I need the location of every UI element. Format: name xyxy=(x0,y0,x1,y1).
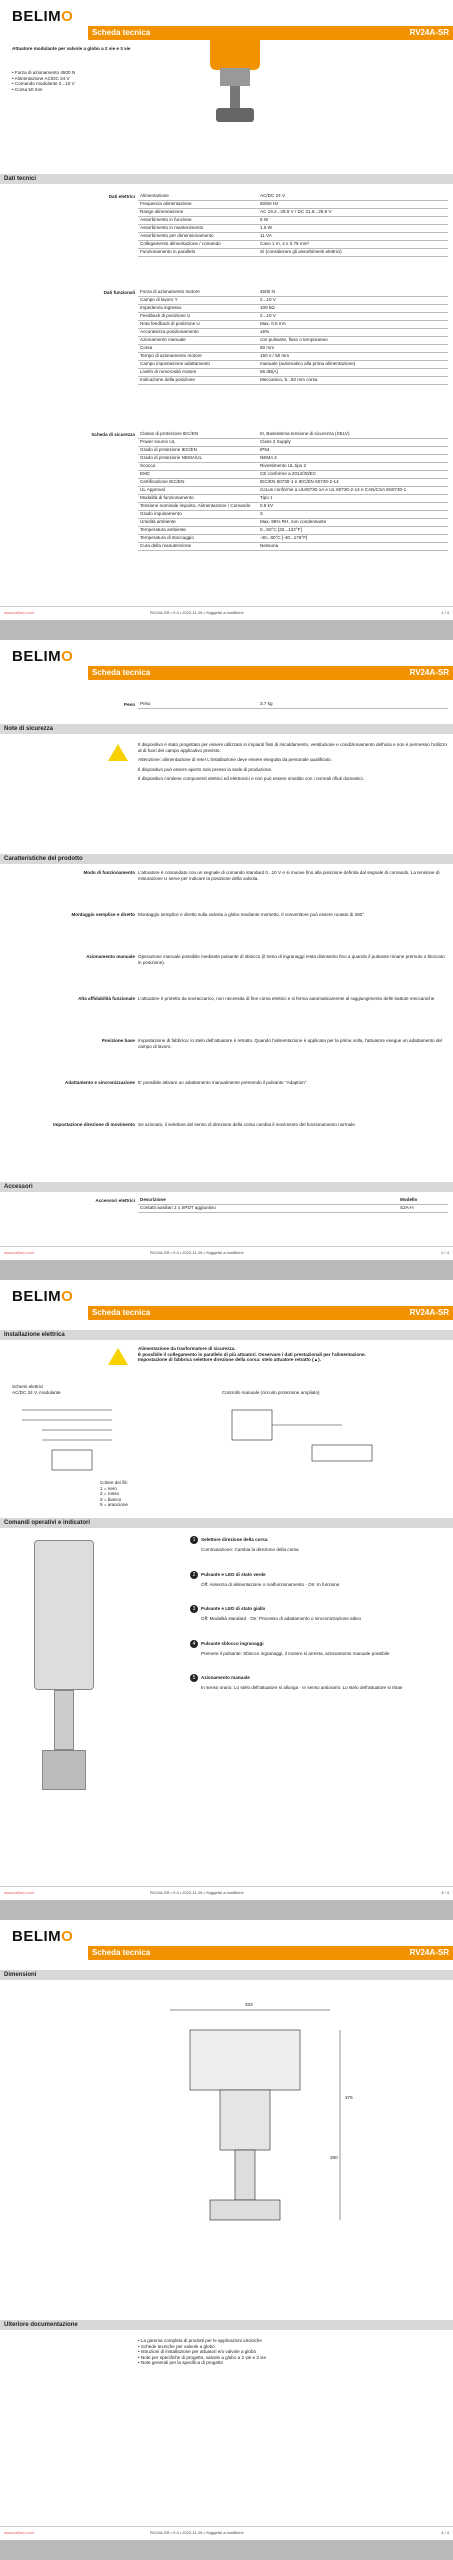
accessories-label: Accessori elettrici xyxy=(95,1198,135,1203)
wiring-diagram-left xyxy=(12,1400,132,1480)
row-key: Feedback di posizione U xyxy=(138,312,258,320)
row-key: UL Approval xyxy=(138,486,258,494)
row-value: manuale (automatico alla prima alimentazione) xyxy=(258,360,448,368)
feature-key: Azionamento manuale xyxy=(86,954,135,959)
table-row xyxy=(138,502,448,510)
row-value: AC 19.2...28.8 V / DC 21.6...28.8 V xyxy=(258,208,448,216)
page-footer xyxy=(0,1886,453,1896)
control-title: Pulsante e LED di stato verde xyxy=(201,1571,266,1577)
doc-item[interactable]: • Istruzioni di installazione per attuatori e/o valvole a globo xyxy=(138,2349,257,2355)
doc-title: Scheda tecnica xyxy=(92,28,151,37)
weight-value: 3.7 kg xyxy=(258,700,448,708)
scheme-title: Schemi elettrici xyxy=(12,1384,44,1389)
control-desc: Commutazione: Cambia la direzione della corsa xyxy=(201,1547,299,1552)
warning-text: Alimentazione da trasformatore di sicurezza. xyxy=(138,1346,236,1351)
dimension-side: 280 xyxy=(330,2155,338,2160)
control-item xyxy=(190,1674,445,1691)
row-value: 6 W xyxy=(258,216,448,224)
row-value: 4500 N xyxy=(258,288,448,296)
page-footer xyxy=(0,1246,453,1256)
footer-code: RV24A-SR • 9.4 • 2022-11-26 • Soggetto a modifiche xyxy=(150,1890,244,1895)
doc-title: Scheda tecnica xyxy=(92,1308,151,1317)
footer-link[interactable]: www.belimo.com xyxy=(4,1250,35,1255)
row-value: -40...80°C [-40...176°F] xyxy=(258,534,448,542)
doc-item[interactable]: • Note per specifiche di progetto, valvole a globo a 2 vie e 3 vie xyxy=(138,2354,267,2360)
row-value: Rivestimento UL tipo 2 xyxy=(258,462,448,470)
footer-link[interactable]: www.belimo.com xyxy=(4,2530,35,2535)
feature-value: L'attuatore è comandato con un segnale di comando standard 0...10 V e si muove fino alla posizione definita dal segnale di comando. La tensione di misurazione U serve per indicare la posizione della valvola. xyxy=(138,870,440,881)
table-row xyxy=(138,534,448,542)
row-value: 3 xyxy=(258,510,448,518)
row-value: cULus conforme a UL60730-1A e UL 60730-2-14 e CAN/CSA E60730-1 xyxy=(258,486,448,494)
table-row xyxy=(138,494,448,502)
install-warnings xyxy=(138,1346,448,1363)
row-key: Accuratezza posizionamento xyxy=(138,328,258,336)
doc-title: Scheda tecnica xyxy=(92,1948,151,1957)
section-dimensions: Dimensioni xyxy=(0,1970,453,1980)
table-row xyxy=(138,376,448,384)
feature-key: Modo di funzionamento xyxy=(83,870,135,875)
table-row xyxy=(138,518,448,526)
row-value: Meccanico, 5...50 mm corsa xyxy=(258,376,448,384)
control-number: 3 xyxy=(190,1605,198,1613)
table-row xyxy=(138,478,448,486)
row-key: Assorbimento per dimensionamento xyxy=(138,232,258,240)
page-number: 1 / 4 xyxy=(441,610,449,615)
row-value: NEMA 2 xyxy=(258,454,448,462)
accessories-table xyxy=(138,1196,448,1213)
row-key: Range alimentazione xyxy=(138,208,258,216)
control-number: 2 xyxy=(190,1571,198,1579)
row-value: 2...10 V xyxy=(258,296,448,304)
warning-text: È possibile il collegamento in parallelo di più attuatori. Osservare i dati prestazionali per l'alimentazione. xyxy=(138,1351,366,1357)
row-key: Funzionamento in parallelo xyxy=(138,248,258,256)
row-key: Certificazione IEC/EN xyxy=(138,478,258,486)
footer-code: RV24A-SR • 9.4 • 2022-11-26 • Soggetto a modifiche xyxy=(150,2530,244,2535)
row-value: CE conforme a 2014/30/EC xyxy=(258,470,448,478)
row-key: Temperatura di stoccaggio xyxy=(138,534,258,542)
table-row xyxy=(138,208,448,216)
doc-item[interactable]: • Note generali per la specifica di progetto xyxy=(138,2360,224,2366)
row-value: IP54 xyxy=(258,446,448,454)
note-item: Il dispositivo può essere aperto solo presso la sede di produzione. xyxy=(138,766,273,772)
table-row xyxy=(138,368,448,376)
control-title: Pulsante sblocco ingranaggi xyxy=(201,1640,264,1646)
scheme-right-title: Controllo manuale (circuito protezione ampliato) xyxy=(222,1390,320,1395)
section-accessories: Accessori xyxy=(0,1182,453,1192)
warning-icon xyxy=(108,744,128,761)
weight-label: Peso xyxy=(124,702,135,707)
brand-logo: BELIMO xyxy=(12,648,74,665)
section-technical-data: Dati tecnici xyxy=(0,174,453,184)
table-row xyxy=(138,526,448,534)
feature-value: Operazione manuale possibile mediante pulsante di sblocco (il treno di ingranaggi resta disinserito fino a quando il pulsante rimane premuto o bloccato in posizione). xyxy=(138,954,445,965)
table-row xyxy=(138,344,448,352)
feature-key: Posizione base xyxy=(101,1038,135,1043)
wire-item: 1 = nero xyxy=(100,1485,117,1491)
row-value: Sì (considerare gli assorbimenti elettrici) xyxy=(258,248,448,256)
table-row xyxy=(138,304,448,312)
table-row xyxy=(138,438,448,446)
table-row xyxy=(138,446,448,454)
brand-logo: BELIMO xyxy=(12,1928,74,1945)
actuator-image xyxy=(200,36,270,126)
note-item: Attenzione: alimentazione di rete! L'installazione deve essere eseguita da personale qualificato. xyxy=(138,757,332,763)
control-title: Azionamento manuale xyxy=(201,1675,250,1681)
row-key: Scocca xyxy=(138,462,258,470)
group-label: Scheda di sicurezza xyxy=(91,432,135,437)
doc-title: Scheda tecnica xyxy=(92,668,151,677)
wire-item: 5 = arancione xyxy=(100,1502,128,1508)
row-key: Grado di protezione NEMA/UL xyxy=(138,454,258,462)
feature-value: Impostazione di fabbrica: lo stelo dell'attuatore è retratto. Quando l'alimentazione è applicata per la prima volta, l'attuatore esegue un adattamento del campo di lavoro. xyxy=(138,1038,442,1049)
actuator-drawing xyxy=(24,1540,104,1820)
row-key: Assorbimento in funzione xyxy=(138,216,258,224)
page-footer xyxy=(0,2526,453,2536)
table-row xyxy=(138,296,448,304)
dimension-width: 333 xyxy=(245,2002,253,2007)
table-row xyxy=(138,248,448,256)
doc-item[interactable]: • La gamma completa di prodotti per le applicazioni idroniche xyxy=(138,2338,262,2343)
footer-link[interactable]: www.belimo.com xyxy=(4,610,35,615)
brand-logo: BELIMO xyxy=(12,1288,74,1305)
row-key: Campo di lavoro Y xyxy=(138,296,258,304)
table-row xyxy=(138,200,448,208)
title-bar xyxy=(88,1946,453,1960)
feature-value: Se azionato, il selettore del senso di direzione della corsa cambia il movimento del funzionamento normale. xyxy=(138,1122,357,1127)
feature-list xyxy=(12,70,132,92)
table-row xyxy=(138,336,448,344)
controls-list xyxy=(190,1536,445,1709)
scheme-subtitle: AC/DC 24 V, modulante xyxy=(12,1390,61,1395)
feature-key: Impostazione direzione di movimento xyxy=(53,1122,135,1127)
row-key: Modalità di funzionamento xyxy=(138,494,258,502)
row-value: 1.5 W xyxy=(258,224,448,232)
row-key: Grado di protezione IEC/EN xyxy=(138,446,258,454)
control-number: 5 xyxy=(190,1674,198,1682)
footer-code: RV24A-SR • 9.4 • 2022-11-26 • Soggetto a modifiche xyxy=(150,1250,244,1255)
control-desc: Off: Assenza di alimentazione o malfunzionamento · On: In funzione xyxy=(201,1581,340,1587)
row-value: Cavo 1 m, 4 x 0.75 mm² xyxy=(258,240,448,248)
row-key: Tempo di azionamento motore xyxy=(138,352,258,360)
row-key: Classe di protezione IEC/EN xyxy=(138,430,258,438)
page-number: 2 / 4 xyxy=(441,1250,449,1255)
control-number: 1 xyxy=(190,1536,198,1544)
row-value: 100 kΩ xyxy=(258,304,448,312)
row-value: 11 VA xyxy=(258,232,448,240)
table-row xyxy=(138,320,448,328)
weight-table xyxy=(138,700,448,709)
wire-colors xyxy=(100,1480,128,1508)
wire-title: Colore dei fili: xyxy=(100,1480,128,1485)
page-number: 4 / 4 xyxy=(441,2530,449,2535)
table-row xyxy=(138,470,448,478)
control-item xyxy=(190,1536,445,1553)
safety-data-table xyxy=(138,430,448,551)
row-value: Max. 0.5 mA xyxy=(258,320,448,328)
safety-notes-list xyxy=(138,742,448,782)
table-row xyxy=(138,542,448,550)
row-key: Frequenza alimentazione xyxy=(138,200,258,208)
table-row xyxy=(138,462,448,470)
feature-item: • Corsa 50 mm xyxy=(12,86,43,92)
wiring-diagram-right xyxy=(222,1400,382,1470)
row-value: con pulsante, fisso o temporaneo xyxy=(258,336,448,344)
control-title: Pulsante e LED di stato giallo xyxy=(201,1606,266,1612)
feature-key: Montaggio semplice e diretto xyxy=(71,912,135,917)
row-key: Temperatura ambiente xyxy=(138,526,258,534)
dimension-drawing xyxy=(150,2000,350,2300)
row-value: ±5% xyxy=(258,328,448,336)
model-code: RV24A-SR xyxy=(409,1308,449,1317)
page-4 xyxy=(0,1920,453,2540)
row-value: Max. 95% RH, non condensante xyxy=(258,518,448,526)
control-desc: Premere il pulsante: Sblocco ingranaggi, il motore si arresta, azionamento manuale possibile xyxy=(201,1650,390,1656)
section-product-features: Caratteristiche del prodotto xyxy=(0,854,453,864)
section-further-docs: Ulteriore documentazione xyxy=(0,2320,453,2330)
row-value: IEC/EN 60730-1 e IEC/EN 60730-2-14 xyxy=(258,478,448,486)
row-value: III, Bassissima tensione di sicurezza (SELV) xyxy=(258,430,448,438)
row-key: Indicazione della posizione xyxy=(138,376,258,384)
row-key: Corsa xyxy=(138,344,258,352)
group-label: Dati elettrici xyxy=(108,194,135,199)
feature-key: Alta affidabilità funzionale xyxy=(78,996,135,1001)
brand-logo: BELIMO xyxy=(12,8,74,25)
dimension-height: 376 xyxy=(345,2095,353,2100)
row-value: 0.8 kV xyxy=(258,502,448,510)
title-bar xyxy=(88,1306,453,1320)
row-key: Cura della manutenzione xyxy=(138,542,258,550)
col-description: Descrizione xyxy=(138,1196,398,1204)
control-title: Selettore direzione della corsa xyxy=(201,1537,268,1542)
note-item: Il dispositivo contiene componenti elettrici ed elettronici e non può essere smaltito con i normali rifiuti domestici. xyxy=(138,776,364,782)
model-code: RV24A-SR xyxy=(409,28,449,37)
row-key: Alimentazione xyxy=(138,192,258,200)
page-header xyxy=(0,1920,453,1964)
table-row xyxy=(138,454,448,462)
product-description: Attuatore modulante per valvole a globo a 2 vie e 3 vie xyxy=(12,46,131,51)
row-value: Nessuna xyxy=(258,542,448,550)
page-2 xyxy=(0,640,453,1260)
warning-text: Impostazione di fabbrica selettore direzione della corsa: stelo attuatore retratto (▲). xyxy=(138,1357,321,1363)
control-desc: In senso orario: Lo stelo dell'attuatore si allunga · In senso antiorario: Lo stelo dell'attuatore si ritrae xyxy=(201,1685,403,1691)
warning-icon xyxy=(108,1348,128,1365)
footer-link[interactable]: www.belimo.com xyxy=(4,1890,35,1895)
wire-item: 3 = bianco xyxy=(100,1496,122,1502)
page-number: 3 / 4 xyxy=(441,1890,449,1895)
table-row xyxy=(138,312,448,320)
table-row xyxy=(138,360,448,368)
page-1 xyxy=(0,0,453,620)
table-row xyxy=(138,224,448,232)
row-value: 150 s / 50 mm xyxy=(258,352,448,360)
feature-key: Adattamento e sincronizzazione xyxy=(65,1080,135,1085)
model-code: RV24A-SR xyxy=(409,1948,449,1957)
weight-key: Peso xyxy=(138,700,258,708)
page-header xyxy=(0,640,453,684)
control-number: 4 xyxy=(190,1640,198,1648)
row-key: Umidità ambiente xyxy=(138,518,258,526)
group-label: Dati funzionali xyxy=(103,290,135,295)
col-model: Modello xyxy=(398,1196,448,1204)
feature-value: E' possibile attivare un adattamento manualmente premendo il pulsante "Adaption". xyxy=(138,1080,308,1085)
control-item xyxy=(190,1605,445,1622)
wire-item: 2 = rosso xyxy=(100,1491,120,1497)
table-row xyxy=(138,192,448,200)
row-value: 50/60 Hz xyxy=(258,200,448,208)
row-key: Impedenza ingresso xyxy=(138,304,258,312)
table-row xyxy=(138,430,448,438)
doc-item[interactable]: • Schede tecniche per valvole a globo xyxy=(138,2343,215,2349)
table-row xyxy=(138,232,448,240)
row-key: Campo impostazione adattamento xyxy=(138,360,258,368)
table-row xyxy=(138,486,448,494)
section-safety-notes: Note di sicurezza xyxy=(0,724,453,734)
row-value: AC/DC 24 V xyxy=(258,192,448,200)
table-row xyxy=(138,288,448,296)
table-row xyxy=(138,216,448,224)
section-controls: Comandi operativi e indicatori xyxy=(0,1518,453,1528)
row-key: Livello di rumorosità motore xyxy=(138,368,258,376)
page-header xyxy=(0,1280,453,1324)
row-key: Power source UL xyxy=(138,438,258,446)
footer-code: RV24A-SR • 9.4 • 2022-11-26 • Soggetto a modifiche xyxy=(150,610,244,615)
title-bar xyxy=(88,666,453,680)
row-key: EMC xyxy=(138,470,258,478)
row-key: Forza di azionamento motore xyxy=(138,288,258,296)
table-row xyxy=(138,240,448,248)
row-value: 0...50°C [32...122°F] xyxy=(258,526,448,534)
row-key: Collegamento alimentazione / comando xyxy=(138,240,258,248)
row-value: 2...10 V xyxy=(258,312,448,320)
control-item xyxy=(190,1640,445,1657)
table-row xyxy=(138,328,448,336)
page-3 xyxy=(0,1280,453,1900)
control-desc: Off: Modalità standard · On: Processo di adattamento o sincronizzazione attivo xyxy=(201,1616,362,1622)
table-row xyxy=(138,510,448,518)
title-bar xyxy=(88,26,453,40)
note-item: Il dispositivo è stato progettato per essere utilizzato in impianti fissi di riscaldamento, ventilazione e condizionamento dell'aria e non è permesso l'utilizzo al di fuori del campo applicativo previsto. xyxy=(138,742,447,753)
docs-list xyxy=(138,2338,438,2366)
accessory-desc: Contatti ausiliari 2 x SPDT aggiuntivo xyxy=(138,1204,398,1212)
row-value: 56 dB(A) xyxy=(258,368,448,376)
accessory-model: S2A-H xyxy=(398,1204,448,1212)
model-code: RV24A-SR xyxy=(409,668,449,677)
feature-item: • Alimentazione AC/DC 24 V xyxy=(12,75,70,81)
feature-item: • Comando modulante 2...10 V xyxy=(12,81,75,87)
functional-data-table xyxy=(138,288,448,385)
row-value: 50 mm xyxy=(258,344,448,352)
page-footer xyxy=(0,606,453,616)
row-value: Tipo 1 xyxy=(258,494,448,502)
row-key: Assorbimento in mantenimento xyxy=(138,224,258,232)
electrical-data-table xyxy=(138,192,448,257)
feature-item: • Forza di azionamento 4500 N xyxy=(12,70,76,75)
section-electrical-install: Installazione elettrica xyxy=(0,1330,453,1340)
row-key: Grado inquinamento xyxy=(138,510,258,518)
row-key: Azionamento manuale xyxy=(138,336,258,344)
row-key: Nota feedback di posizione U xyxy=(138,320,258,328)
feature-value: Montaggio semplice e diretto sulla valvola a globo mediante morsetto. Il convertitore può essere ruotato di 360°. xyxy=(138,912,366,917)
row-key: Tensione nominale impulso, Alimentazione / Comando xyxy=(138,502,258,510)
table-row xyxy=(138,352,448,360)
control-item xyxy=(190,1571,445,1588)
row-value: Class 2 Supply xyxy=(258,438,448,446)
feature-value: L'attuatore è protetto da sovraccarico, non necessita di fine corsa elettrici e si ferma automaticamente al raggiungimento delle battute meccaniche. xyxy=(138,996,436,1001)
